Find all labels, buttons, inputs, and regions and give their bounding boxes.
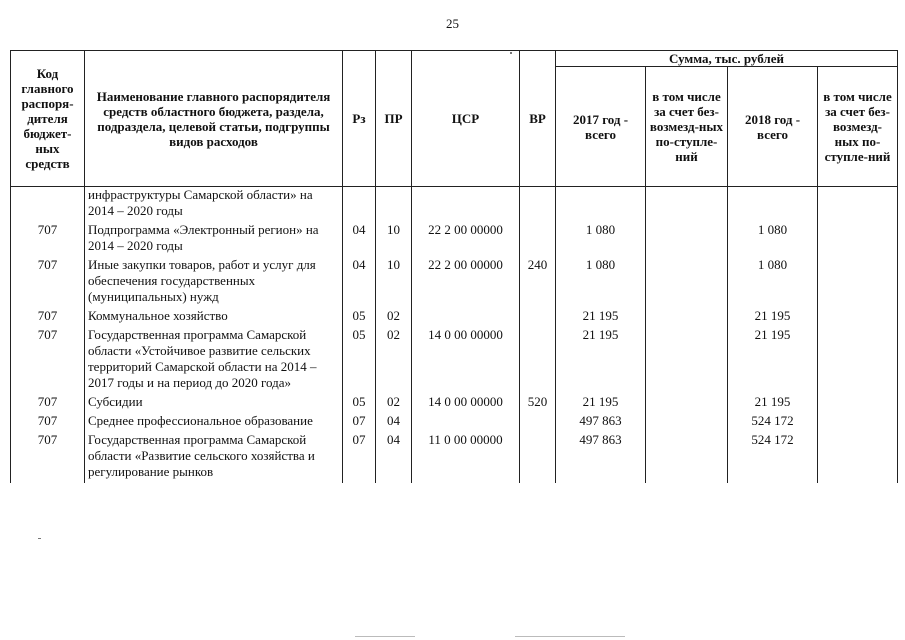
table-row: [11, 413, 898, 432]
header-code: Код главного распоря-дителя бюджет-ных средств: [11, 51, 85, 187]
row-name: Субсидии: [85, 394, 343, 413]
row-free-2017: [646, 413, 728, 432]
row-total-2017: 497 863: [556, 432, 646, 483]
table-row: [11, 432, 898, 483]
row-pr: [376, 187, 412, 223]
row-free-2018: [818, 394, 898, 413]
row-total-2017: 21 195: [556, 308, 646, 327]
row-name: Подпрограмма «Электронный регион» на 2014 – 2020 годы: [85, 222, 343, 257]
row-code: [11, 187, 85, 223]
row-csr: [412, 308, 520, 327]
row-name: Среднее профессиональное образование: [85, 413, 343, 432]
row-code: 707: [11, 308, 85, 327]
header-free-2018: в том числе за счет без-возмезд-ных по-ступле-ний: [818, 67, 898, 187]
scan-speck: [510, 52, 512, 54]
table-row: [11, 394, 898, 413]
row-total-2017: [556, 187, 646, 223]
row-total-2018: [728, 187, 818, 223]
page-number: 25: [446, 16, 459, 31]
row-pr: 02: [376, 327, 412, 394]
row-name: Коммунальное хозяйство: [85, 308, 343, 327]
row-total-2018: 21 195: [728, 327, 818, 394]
header-rz: Рз: [343, 51, 376, 187]
row-rz: 04: [343, 222, 376, 257]
table-row: [11, 222, 898, 257]
row-free-2018: [818, 222, 898, 257]
row-rz: 05: [343, 327, 376, 394]
row-free-2018: [818, 257, 898, 308]
row-code: 707: [11, 413, 85, 432]
row-pr: 04: [376, 432, 412, 483]
row-rz: 07: [343, 413, 376, 432]
row-total-2017: 21 195: [556, 327, 646, 394]
row-free-2017: [646, 308, 728, 327]
row-free-2018: [818, 413, 898, 432]
row-free-2017: [646, 222, 728, 257]
header-csr: ЦСР: [412, 51, 520, 187]
row-rz: 07: [343, 432, 376, 483]
row-rz: [343, 187, 376, 223]
row-vr: [520, 432, 556, 483]
row-vr: [520, 187, 556, 223]
row-code: 707: [11, 222, 85, 257]
row-free-2018: [818, 432, 898, 483]
scan-speck: [515, 636, 625, 637]
row-free-2018: [818, 308, 898, 327]
row-vr: [520, 222, 556, 257]
row-total-2018: 1 080: [728, 222, 818, 257]
budget-table: [10, 50, 898, 483]
header-vr: ВР: [520, 51, 556, 187]
row-vr: [520, 413, 556, 432]
row-total-2018: 1 080: [728, 257, 818, 308]
row-csr: 11 0 00 00000: [412, 432, 520, 483]
table-row: [11, 308, 898, 327]
row-rz: 04: [343, 257, 376, 308]
table-body: [11, 187, 898, 484]
header-sum-group: Сумма, тыс. рублей: [556, 51, 898, 67]
row-free-2017: [646, 187, 728, 223]
row-vr: 240: [520, 257, 556, 308]
row-csr: [412, 187, 520, 223]
header-total-2017: 2017 год - всего: [556, 67, 646, 187]
row-total-2017: 1 080: [556, 222, 646, 257]
row-total-2017: 21 195: [556, 394, 646, 413]
row-free-2018: [818, 327, 898, 394]
header-name: Наименование главного распорядителя средств областного бюджета, раздела, подраздела, целевой статьи, подгруппы видов расходов: [85, 51, 343, 187]
table-header: [11, 51, 898, 187]
row-name: инфраструктуры Самарской области» на 2014 – 2020 годы: [85, 187, 343, 223]
table-row: [11, 187, 898, 223]
row-code: 707: [11, 432, 85, 483]
row-total-2017: 1 080: [556, 257, 646, 308]
row-pr: 10: [376, 257, 412, 308]
row-total-2018: 21 195: [728, 308, 818, 327]
row-total-2017: 497 863: [556, 413, 646, 432]
row-vr: [520, 327, 556, 394]
row-free-2017: [646, 327, 728, 394]
row-name: Иные закупки товаров, работ и услуг для обеспечения государственных (муниципальных) нужд: [85, 257, 343, 308]
row-free-2017: [646, 257, 728, 308]
row-code: 707: [11, 257, 85, 308]
table-row: [11, 327, 898, 394]
scan-speck: [355, 636, 415, 637]
row-free-2017: [646, 394, 728, 413]
row-csr: 14 0 00 00000: [412, 394, 520, 413]
row-csr: 22 2 00 00000: [412, 222, 520, 257]
row-name: Государственная программа Самарской области «Развитие сельского хозяйства и регулирование рынков: [85, 432, 343, 483]
table-row: [11, 257, 898, 308]
row-rz: 05: [343, 308, 376, 327]
header-total-2018: 2018 год - всего: [728, 67, 818, 187]
row-vr: [520, 308, 556, 327]
row-total-2018: 524 172: [728, 413, 818, 432]
row-free-2017: [646, 432, 728, 483]
row-vr: 520: [520, 394, 556, 413]
row-total-2018: 21 195: [728, 394, 818, 413]
row-code: 707: [11, 394, 85, 413]
row-code: 707: [11, 327, 85, 394]
header-free-2017: в том числе за счет без-возмезд-ных по-ступле-ний: [646, 67, 728, 187]
row-pr: 02: [376, 308, 412, 327]
row-name: Государственная программа Самарской области «Устойчивое развитие сельских территорий Самарской области на 2014 – 2017 годы и на период до 2020 года»: [85, 327, 343, 394]
row-pr: 04: [376, 413, 412, 432]
row-rz: 05: [343, 394, 376, 413]
row-free-2018: [818, 187, 898, 223]
row-csr: [412, 413, 520, 432]
row-csr: 22 2 00 00000: [412, 257, 520, 308]
scan-speck: [38, 538, 41, 539]
row-pr: 02: [376, 394, 412, 413]
header-pr: ПР: [376, 51, 412, 187]
row-pr: 10: [376, 222, 412, 257]
row-total-2018: 524 172: [728, 432, 818, 483]
row-csr: 14 0 00 00000: [412, 327, 520, 394]
